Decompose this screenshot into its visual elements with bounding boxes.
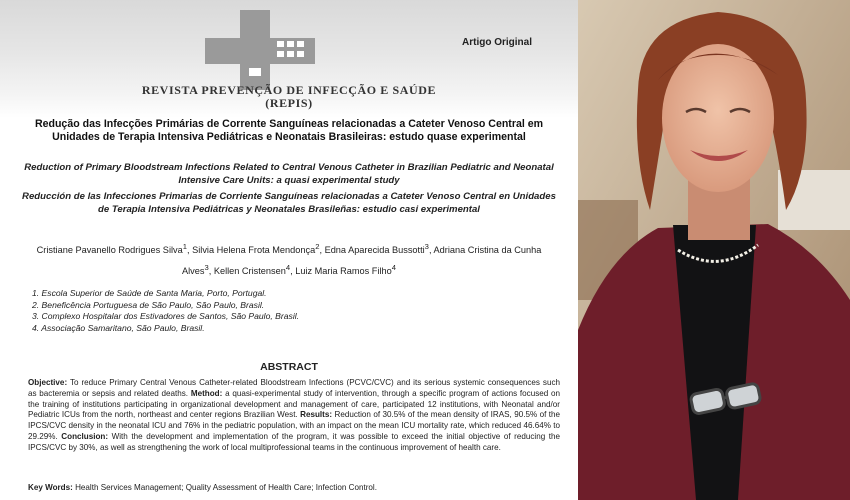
author-affiliation-mark: 1: [182, 242, 187, 251]
author-portrait-photo: [578, 0, 850, 500]
author-list: Cristiane Pavanello Rodrigues Silva$^1$, Silvia Helena Frota Mendonça$^2$, Edna Aparecida Bussotti$^3$, Adriana Cristina da Cunha Alves$^3$, Kellen Cristensen$^4$, Luiz Maria Ramos Filho$^4$: [36, 242, 542, 277]
author-affiliation-mark: 4: [285, 263, 291, 273]
author-name: Kellen Cristensen: [213, 266, 286, 277]
affiliation-item: 2. Beneficência Portuguesa de São Paulo, São Paulo, Brasil.: [32, 299, 265, 310]
portrait-illustration: [578, 0, 850, 500]
conclusion-text: With the development and implementation of the program, it was possible to exceed the initial objective of reducing the IPCS/CVC by 30%, as well as strengthening the work of local multiprofessional teams in the continuous improvement of health care.: [28, 431, 561, 452]
objective-label: Objective:: [28, 378, 68, 387]
keywords-label: Key Words:: [28, 483, 73, 492]
author-name: Cristiane Pavanello Rodrigues Silva: [36, 245, 183, 256]
author-name: Adriana Cristina da Cunha Alves: [181, 245, 542, 277]
conclusion-label: Conclusion:: [61, 431, 109, 441]
title-spanish: Reducción de las Infecciones Primarias de Corriente Sanguíneas relacionadas a Cateter Venoso Central en Unidades de Terapia Intensiva Pediátricas y Neonatales Brasileñas: estudio casi experimental: [22, 191, 556, 215]
method-text: a quasi-experimental study of intervention, through a specific program of actions focused on the training of institutions participating in organizational development and management of care, participated 12 institutions, with Neonatal and/or Pediatric ICUs from the north, northeast and center regions Brazilian West.: [28, 388, 561, 420]
author-affiliation-mark: 3: [424, 242, 429, 251]
abstract-body: [28, 378, 560, 454]
affiliation-list: [32, 288, 299, 334]
author-affiliation-mark: 3: [204, 263, 209, 273]
objective-text: To reduce Primary Central Venous Catheter-related Bloodstream Infections (PCVC/CVC) and its serious systemic consequences such as bacteremia or sepsis and related deaths.: [28, 378, 560, 398]
keywords-line: [28, 483, 560, 492]
method-label: Method:: [190, 388, 223, 398]
affiliation-item: 3. Complexo Hospitalar dos Estivadores de Santos, São Paulo, Brasil.: [32, 311, 300, 322]
author-affiliation-mark: 2: [315, 242, 320, 251]
journal-logo-cross: [205, 10, 315, 90]
article-type-label: Artigo Original: [462, 37, 532, 48]
author-name: Edna Aparecida Bussotti: [324, 245, 425, 256]
affiliation-item: 1. Escola Superior de Saúde de Santa Maria, Porto, Portugal.: [32, 288, 267, 298]
author-name: Luiz Maria Ramos Filho: [295, 266, 392, 277]
title-portuguese: Redução das Infecções Primárias de Corrente Sanguíneas relacionadas a Cateter Venoso Central em Unidades de Terapia Intensiva Pediátricas e Neonatais Brasileiras: estudo quase experimental: [34, 118, 544, 143]
results-text: Reduction of 30.5% of the mean density of IRAS, 90.5% of the IPCS/CVC density in the neonatal ICU and 76% in the pediatric population, with an impact on the mean ICU mortality rate, which reduced 46.64% to 29.29%.: [28, 410, 560, 441]
affiliation-item: 4. Associação Samaritano, São Paulo, Brasil.: [32, 322, 205, 333]
journal-abbreviation: (REPIS): [265, 96, 313, 110]
title-english: Reduction of Primary Bloodstream Infections Related to Central Venous Catheter in Brazilian Pediatric and Neonatal Intensive Care Units: a quasi experimental study: [24, 162, 554, 186]
author-affiliation-mark: 4: [391, 263, 396, 273]
author-name: Silvia Helena Frota Mendonça: [192, 245, 316, 256]
journal-masthead: [0, 0, 578, 118]
abstract-heading: ABSTRACT: [260, 361, 318, 373]
keywords-text: Health Services Management; Quality Assessment of Health Care; Infection Control.: [75, 483, 377, 492]
journal-title: REVISTA PREVENÇÃO DE INFECÇÃO E SAÚDE: [141, 83, 437, 97]
results-label: Results:: [300, 410, 333, 420]
